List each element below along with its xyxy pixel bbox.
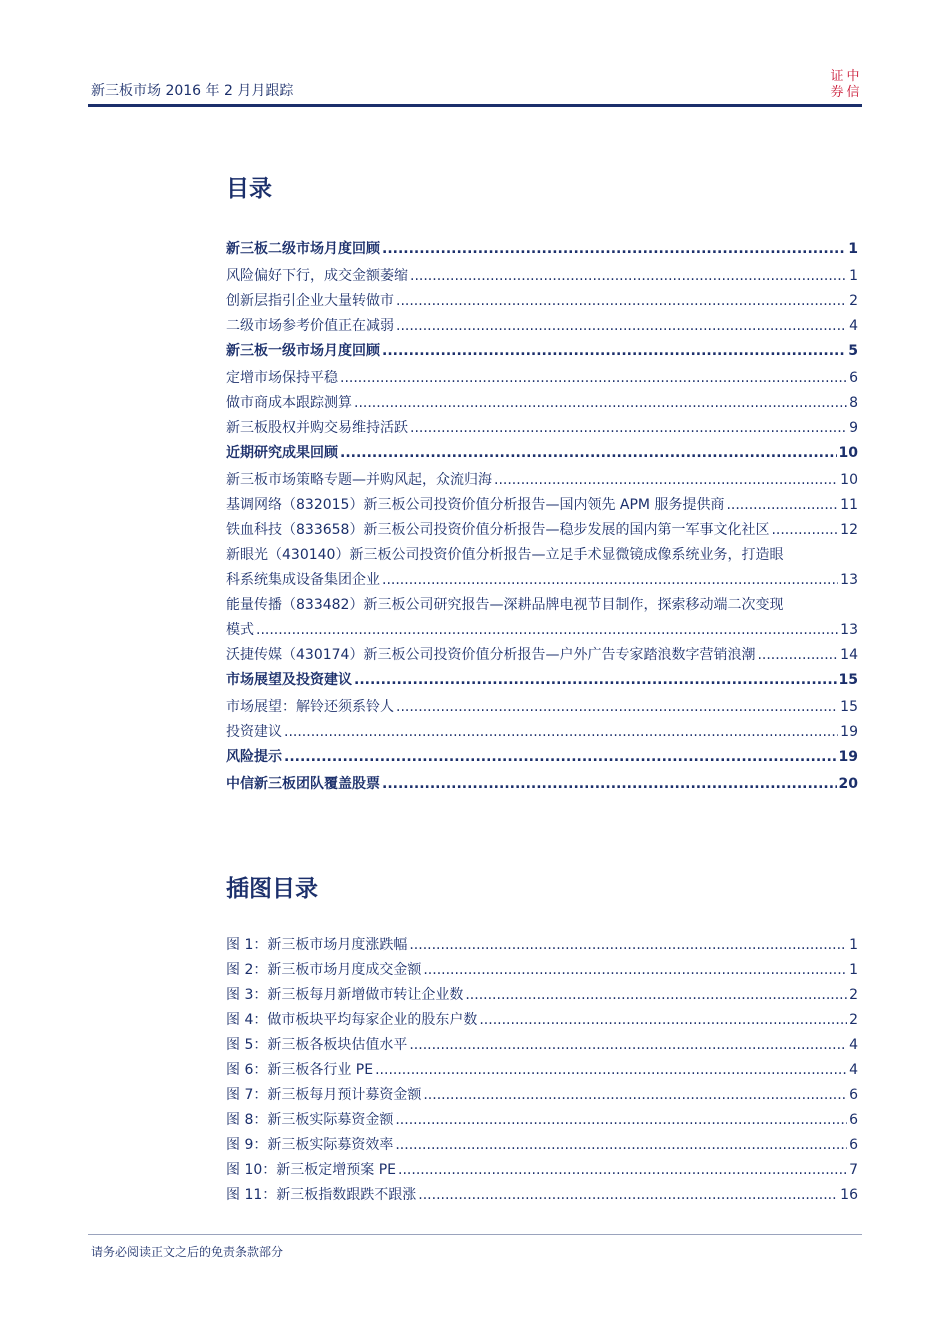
toc-page-number: 13 [840,572,858,588]
toc-page-number: 4 [849,318,858,334]
toc-entry[interactable] [226,1084,858,1104]
dot-leader [396,318,847,334]
toc-page-number: 2 [849,1012,858,1028]
toc-entry[interactable] [226,1034,858,1054]
toc-entry[interactable] [226,469,858,489]
toc-entry[interactable] [226,442,858,462]
toc-entry[interactable] [226,367,858,387]
toc-entry[interactable] [226,644,858,664]
toc-entry-text: 投资建议 [226,724,282,740]
dot-leader [396,699,838,715]
toc-page-number: 16 [840,1187,858,1203]
toc-entry-text: 图 11：新三板指数跟跌不跟涨 [226,1187,417,1203]
toc-page-number: 6 [849,1112,858,1128]
report-header-title: 新三板市场 2016 年 2 月月跟踪 [91,83,294,99]
toc-entry-text: 基调网络（832015）新三板公司投资价值分析报告—国内领先 APM 服务提供商 [226,497,725,513]
toc-entry-text: 创新层指引企业大量转做市 [226,293,394,309]
dot-leader [757,647,838,663]
toc-entry-text: 新三板市场策略专题—并购风起，众流归海 [226,472,492,488]
toc-page-number: 11 [840,497,858,513]
toc-entry-text: 风险偏好下行，成交金额萎缩 [226,268,408,284]
toc-entry-text: 新三板股权并购交易维持活跃 [226,420,408,436]
dot-leader [395,1137,847,1153]
logo-char: 信 [846,85,860,98]
toc-entry[interactable] [226,696,858,716]
dot-leader [382,572,838,588]
toc-entry[interactable] [226,1134,858,1154]
dot-leader [494,472,838,488]
toc-page-number: 4 [849,1037,858,1053]
dot-leader [354,395,847,411]
toc-page-number: 1 [849,268,858,284]
toc-page-number: 4 [849,1062,858,1078]
toc-entry[interactable] [226,984,858,1004]
dot-leader [256,622,838,638]
dot-leader [382,343,846,359]
dot-leader [395,1112,847,1128]
toc-entry-text: 新三板一级市场月度回顾 [226,343,380,359]
toc-entry[interactable] [226,265,858,285]
toc-entry-text: 模式 [226,622,254,638]
toc-page-number: 10 [838,445,858,461]
toc-entry[interactable] [226,340,858,360]
dot-leader [340,445,837,461]
toc-entry-text: 图 5：新三板各板块估值水平 [226,1037,408,1053]
toc-entry[interactable] [226,1184,858,1204]
toc-entry[interactable] [226,417,858,437]
dot-leader [423,962,847,978]
toc-entry[interactable] [226,1059,858,1079]
toc-entry[interactable] [226,494,858,514]
toc-entry-text-line[interactable]: 能量传播（833482）新三板公司研究报告—深耕品牌电视节目制作，探索移动端二次变现 [226,597,784,613]
toc-page-number: 2 [849,293,858,309]
dot-leader [375,1062,847,1078]
toc-entry-text: 沃捷传媒（430174）新三板公司投资价值分析报告—户外广告专家踏浪数字营销浪潮 [226,647,756,663]
toc-entry-text: 图 4：做市板块平均每家企业的股东户数 [226,1012,478,1028]
toc-entry-text: 二级市场参考价值正在减弱 [226,318,394,334]
toc-entry-text: 铁血科技（833658）新三板公司投资价值分析报告—稳步发展的国内第一军事文化社区 [226,522,770,538]
toc-page-number: 10 [840,472,858,488]
toc-entry-text: 市场展望：解铃还须系铃人 [226,699,394,715]
toc-entry-text: 图 10：新三板定增预案 PE [226,1162,397,1178]
toc-page-number: 2 [849,987,858,1003]
toc-page-number: 20 [838,776,858,792]
header-divider [88,104,862,107]
toc-page-number: 6 [849,1087,858,1103]
toc-title: 目录 [226,176,272,202]
toc-entry-text: 近期研究成果回顾 [226,445,338,461]
toc-entry-text: 市场展望及投资建议 [226,672,352,688]
toc-entry-text: 科系统集成设备集团企业 [226,572,380,588]
toc-page-number: 6 [849,370,858,386]
toc-page-number: 19 [840,724,858,740]
toc-entry-text: 定增市场保持平稳 [226,370,338,386]
toc-entry-text: 做市商成本跟踪测算 [226,395,352,411]
toc-entry-text: 图 3：新三板每月新增做市转让企业数 [226,987,464,1003]
dot-leader [354,672,837,688]
toc-entry-text: 图 6：新三板各行业 PE [226,1062,374,1078]
dot-leader [410,420,847,436]
toc-entry[interactable] [226,392,858,412]
toc-page-number: 5 [848,343,858,359]
citic-securities-logo [829,66,861,98]
toc-entry[interactable] [226,1159,858,1179]
toc-entry[interactable] [226,721,858,741]
toc-page-number: 7 [849,1162,858,1178]
dot-leader [410,268,847,284]
dot-leader [465,987,847,1003]
toc-entry[interactable] [226,1009,858,1029]
toc-entry[interactable] [226,934,858,954]
dot-leader [409,937,847,953]
dot-leader [284,749,837,765]
toc-entry-text: 新三板二级市场月度回顾 [226,241,380,257]
toc-page-number: 14 [840,647,858,663]
figures-title: 插图目录 [226,876,318,902]
toc-entry-text-line[interactable]: 新眼光（430140）新三板公司投资价值分析报告—立足手术显微镜成像系统业务，打造眼 [226,547,784,563]
toc-page-number: 6 [849,1137,858,1153]
logo-char: 证 [830,69,844,84]
toc-entry[interactable] [226,619,858,639]
toc-entry[interactable] [226,669,858,689]
toc-page-number: 1 [849,962,858,978]
toc-page-number: 15 [840,699,858,715]
toc-page-number: 8 [849,395,858,411]
toc-page-number: 15 [838,672,858,688]
dot-leader [771,522,838,538]
toc-entry[interactable] [226,238,858,258]
toc-entry[interactable] [226,959,858,979]
toc-entry-text: 图 1：新三板市场月度涨跌幅 [226,937,408,953]
dot-leader [398,1162,847,1178]
toc-page-number: 1 [849,937,858,953]
toc-entry[interactable] [226,569,858,589]
logo-char: 中 [846,69,860,84]
toc-entry-text: 图 2：新三板市场月度成交金额 [226,962,422,978]
toc-page-number: 13 [840,622,858,638]
toc-entry[interactable] [226,746,858,766]
toc-page-number: 9 [849,420,858,436]
footer-divider [88,1234,862,1235]
toc-entry[interactable] [226,315,858,335]
dot-leader [382,241,846,257]
toc-page-number: 1 [848,241,858,257]
dot-leader [479,1012,847,1028]
toc-entry-text: 图 9：新三板实际募资效率 [226,1137,394,1153]
toc-entry[interactable] [226,1109,858,1129]
dot-leader [382,776,837,792]
logo-char: 券 [830,85,844,98]
footer-disclaimer: 请务必阅读正文之后的免责条款部分 [91,1245,284,1259]
toc-entry[interactable] [226,519,858,539]
dot-leader [726,497,838,513]
dot-leader [423,1087,847,1103]
toc-entry-text: 图 8：新三板实际募资金额 [226,1112,394,1128]
toc-entry-text: 图 7：新三板每月预计募资金额 [226,1087,422,1103]
toc-entry-text: 风险提示 [226,749,282,765]
dot-leader [409,1037,847,1053]
toc-page-number: 12 [840,522,858,538]
toc-entry[interactable] [226,290,858,310]
toc-page-number: 19 [838,749,858,765]
dot-leader [418,1187,838,1203]
toc-entry[interactable] [226,773,858,793]
toc-entry-text: 中信新三板团队覆盖股票 [226,776,380,792]
dot-leader [396,293,847,309]
dot-leader [284,724,838,740]
dot-leader [340,370,847,386]
